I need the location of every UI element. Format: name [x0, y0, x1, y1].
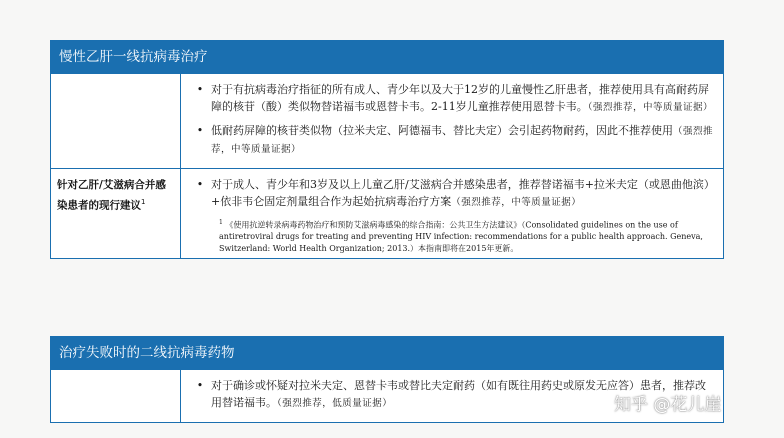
recommendation-text: 对于确诊或怀疑对拉米夫定、恩替卡韦或替比夫定耐药（如有既往用药史或原发无应答）患者，推荐改用替诺福韦。 [211, 379, 706, 409]
row-label [51, 169, 181, 258]
list-item [189, 122, 713, 158]
evidence-tag: （强烈推荐，中等质量证据） [451, 197, 582, 208]
evidence-tag: （强烈推荐，低质量证据） [277, 398, 393, 409]
section-title: 慢性乙肝一线抗病毒治疗 [50, 40, 724, 74]
table-row [51, 74, 723, 169]
bullet-icon: • [196, 379, 204, 392]
recommendation-text: 对于成人、青少年和3岁及以上儿童乙肝/艾滋病合并感染患者，推荐替诺福韦+拉米夫定（或恩曲他滨）+依非韦仑固定剂量组合作为起始抗病毒治疗方案 [211, 178, 710, 208]
bullet-icon: • [196, 124, 204, 137]
row-content [181, 74, 723, 168]
list-item [189, 81, 713, 116]
footnote-marker: 1 [219, 219, 223, 226]
section-title: 治疗失败时的二线抗病毒药物 [50, 336, 724, 370]
row-content [181, 169, 723, 258]
bullet-icon: • [196, 83, 204, 96]
footnote-text: 《使用抗逆转录病毒药物治疗和预防艾滋病毒感染的综合指南：公共卫生方法建议》（Consolidated guidelines on the use of antiretroviral drugs for treating and preventing HIV infection: recommendations for a public health approach. Geneva, Switzerland: World Health Organization; 2013.）本指南即将在2015年更新。 [219, 220, 703, 253]
recommendation-text: 对于有抗病毒治疗指征的所有成人、青少年以及大于12岁的儿童慢性乙肝患者，推荐使用具有高耐药屏障的核苷（酸）类似物替诺福韦或恩替卡韦。2-11岁儿童推荐使用恩替卡韦。 [211, 83, 709, 113]
table-row [51, 169, 723, 259]
recommendation-text: 低耐药屏障的核苷类似物（拉米夫定、阿德福韦、替比夫定）会引起药物耐药，因此不推荐使用 [211, 124, 673, 137]
row-label-empty [51, 370, 181, 422]
first-line-panel [50, 40, 724, 259]
row-label-text: 针对乙肝/艾滋病合并感染患者的现行建议 [57, 179, 166, 212]
recommendation-table [50, 74, 724, 259]
bullet-icon: • [196, 178, 204, 191]
footnote [189, 217, 713, 254]
evidence-tag: （强烈推荐，中等质量证据） [587, 102, 713, 113]
row-label-empty [51, 74, 181, 168]
watermark: 知乎 @花儿崖 [614, 395, 722, 415]
list-item [189, 176, 713, 211]
footnote-ref: 1 [141, 198, 146, 206]
evidence-tag: （强烈推荐，中等质量证据） [211, 126, 714, 155]
